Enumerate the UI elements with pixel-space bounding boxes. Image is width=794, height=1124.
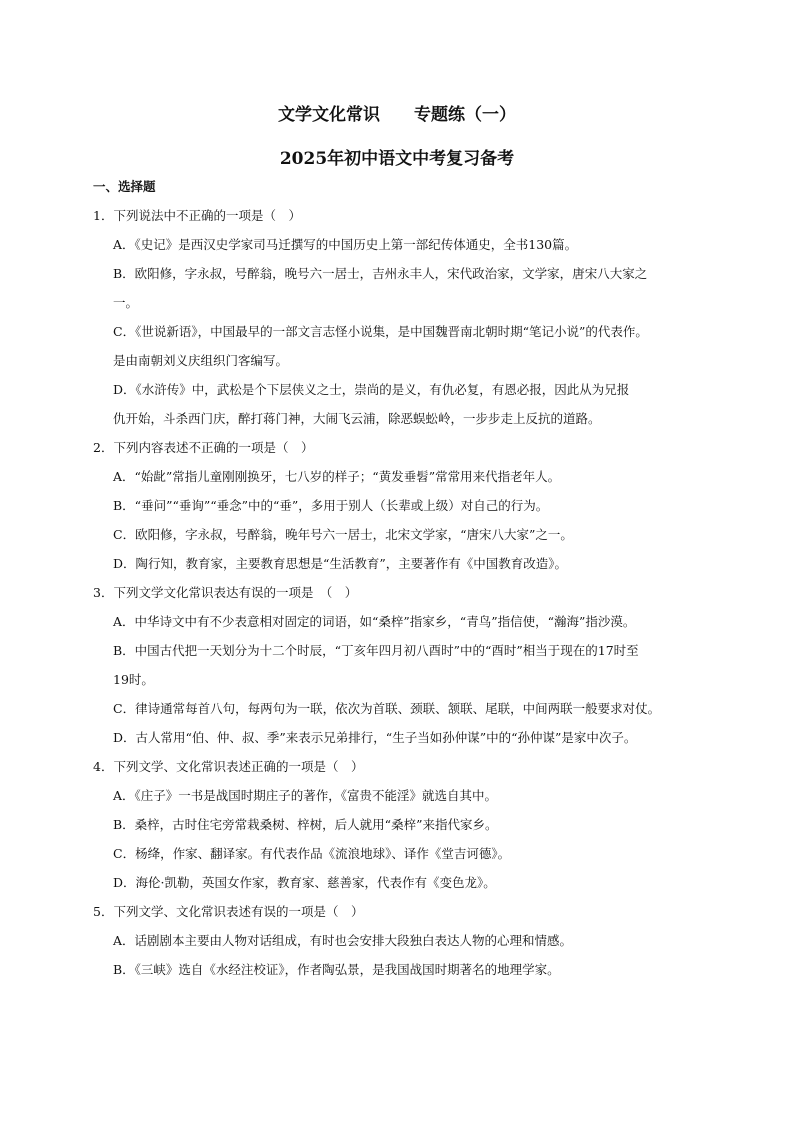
answer-option [93, 810, 713, 839]
option-text-line: D．海伦·凯勒，英国女作家，教育家、慈善家，代表作有《变色龙》。 [113, 875, 496, 890]
option-text-line: 一。 [113, 295, 139, 310]
option-text-line: A．话剧剧本主要由人物对话组成，有时也会安排大段独白表达人物的心理和情感。 [113, 933, 573, 948]
question-list [93, 201, 713, 984]
answer-option [93, 694, 713, 723]
answer-option [93, 839, 713, 868]
option-text-line: D．陶行知，教育家，主要教育思想是“生活教育”，主要著作有《中国教育改造》。 [113, 556, 568, 571]
option-text-line: B．欧阳修，字永叔，号醉翁，晚号六一居士，吉州永丰人，宋代政治家，文学家，唐宋八大家之 [113, 266, 648, 281]
option-text-line: D．古人常用“伯、仲、叔、季”来表示兄弟排行，“生子当如孙仲谋”中的“孙仲谋”是家中次子。 [113, 730, 637, 745]
question-stem: 3．下列文学文化常识表达有误的一项是 （ ） [93, 585, 358, 600]
answer-option [93, 926, 713, 955]
option-text-line: B．中国古代把一天划分为十二个时辰，“丁亥年四月初八酉时”中的“酉时”相当于现在的17时至 [113, 643, 639, 658]
option-text-line: B．“垂问”“垂询”“垂念”中的“垂”，多用于别人（长辈或上级）对自己的行为。 [113, 498, 549, 513]
answer-option [93, 259, 713, 317]
question-stem: 4．下列文学、文化常识表述正确的一项是（ ） [93, 759, 364, 774]
answer-option [93, 781, 713, 810]
answer-option [93, 520, 713, 549]
answer-option [93, 868, 713, 897]
answer-option [93, 723, 713, 752]
answer-option [93, 636, 713, 694]
answer-option [93, 462, 713, 491]
question-stem: 2．下列内容表述不正确的一项是（ ） [93, 440, 314, 455]
option-text-line: 是由南朝刘义庆组织门客编写。 [113, 353, 289, 368]
answer-option [93, 549, 713, 578]
option-text-line: C．欧阳修，字永叔，号醉翁，晚年号六一居士，北宋文学家，“唐宋八大家”之一。 [113, 527, 573, 542]
page-title: 文学文化常识 专题练（一） [278, 105, 516, 125]
option-text-line: A．“始龀”常指儿童刚刚换牙，七八岁的样子；“黄发垂髫”常常用来代指老年人。 [113, 469, 561, 484]
answer-option [93, 375, 713, 433]
answer-option [93, 230, 713, 259]
answer-option [93, 607, 713, 636]
option-text-line: A．《庄子》一书是战国时期庄子的著作，《富贵不能淫》就选自其中。 [113, 788, 498, 803]
question-stem: 1．下列说法中不正确的一项是（ ） [93, 208, 301, 223]
option-text-line: A．中华诗文中有不少表意相对固定的词语，如“桑梓”指家乡，“青鸟”指信使，“瀚海”指沙漠。 [113, 614, 636, 629]
option-text-line: D．《水浒传》中，武松是个下层侠义之士，崇尚的是义，有仇必复，有恩必报，因此从为兄报 [113, 382, 630, 397]
option-text-line: B．《三峡》选自《水经注校证》，作者陶弘景，是我国战国时期著名的地理学家。 [113, 962, 560, 977]
answer-option [93, 317, 713, 375]
page-subtitle: 2025年初中语文中考复习备考 [279, 149, 515, 169]
answer-option [93, 491, 713, 520]
option-text-line: 19时。 [113, 672, 154, 687]
option-text-line: B．桑梓，古时住宅旁常栽桑树、梓树，后人就用“桑梓”来指代家乡。 [113, 817, 498, 832]
option-text-line: A．《史记》是西汉史学家司马迁撰写的中国历史上第一部纪传体通史，全书130篇。 [113, 237, 578, 252]
option-text-line: 仇开始，斗杀西门庆，醉打蒋门神，大闹飞云浦，除恶蜈蚣岭，一步步走上反抗的道路。 [113, 411, 601, 426]
option-text-line: C．律诗通常每首八句，每两句为一联，依次为首联、颈联、颔联、尾联，中间两联一般要求对仗。 [113, 701, 661, 716]
option-text-line: C．杨绛，作家、翻译家。有代表作品《流浪地球》、译作《堂吉诃德》。 [113, 846, 511, 861]
question-stem: 5．下列文学、文化常识表述有误的一项是（ ） [93, 904, 364, 919]
option-text-line: C．《世说新语》，中国最早的一部文言志怪小说集，是中国魏晋南北朝时期“笔记小说”的代表作。 [113, 324, 648, 339]
answer-option [93, 955, 713, 984]
section-heading: 一、选择题 [93, 179, 156, 194]
